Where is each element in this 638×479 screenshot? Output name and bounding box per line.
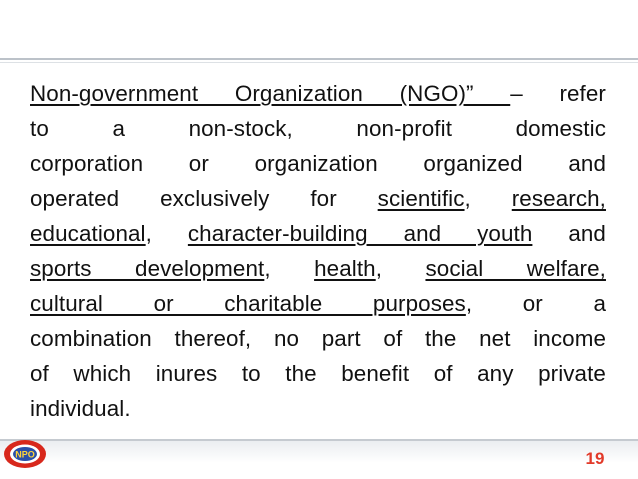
text-line-2: to a non-stock, non-profit domestic	[30, 116, 606, 141]
text-line-7: cultural or charitable purposes, or a	[30, 291, 606, 316]
term-ngo: Non-government Organization (NGO)”	[30, 81, 511, 106]
text-line-9: of which inures to the benefit of any private	[30, 361, 606, 386]
footer-divider	[0, 439, 638, 441]
term-cultural: cultural or charitable purposes	[30, 291, 466, 316]
header-divider-thin	[0, 62, 638, 63]
text-line-4: operated exclusively for scientific, research,	[30, 186, 606, 211]
page-number: 19	[585, 449, 605, 468]
term-sports: sports development	[30, 256, 265, 281]
footer-band	[0, 439, 638, 479]
term-research: research,	[511, 186, 606, 211]
term-scientific: scientific	[377, 186, 465, 211]
npo-logo	[2, 437, 48, 471]
slide-body-text	[30, 76, 606, 426]
text-line-8: combination thereof, no part of the net income	[30, 326, 606, 351]
text-line-1: Non-government Organization (NGO)” – refer	[30, 81, 606, 106]
text-line-10: individual.	[30, 396, 131, 421]
term-educational: educational	[30, 221, 146, 246]
term-character-building: character-building and youth	[187, 221, 533, 246]
header-band	[0, 0, 638, 58]
text-line-3: corporation or organization organized and	[30, 151, 606, 176]
logo-text: NPO	[15, 449, 35, 460]
text-line-5: educational, character-building and youth and	[30, 221, 606, 246]
term-health: health	[314, 256, 376, 281]
term-social-welfare: social welfare,	[425, 256, 606, 281]
header-divider	[0, 58, 638, 60]
text-line-6: sports development, health, social welfare,	[30, 256, 606, 281]
